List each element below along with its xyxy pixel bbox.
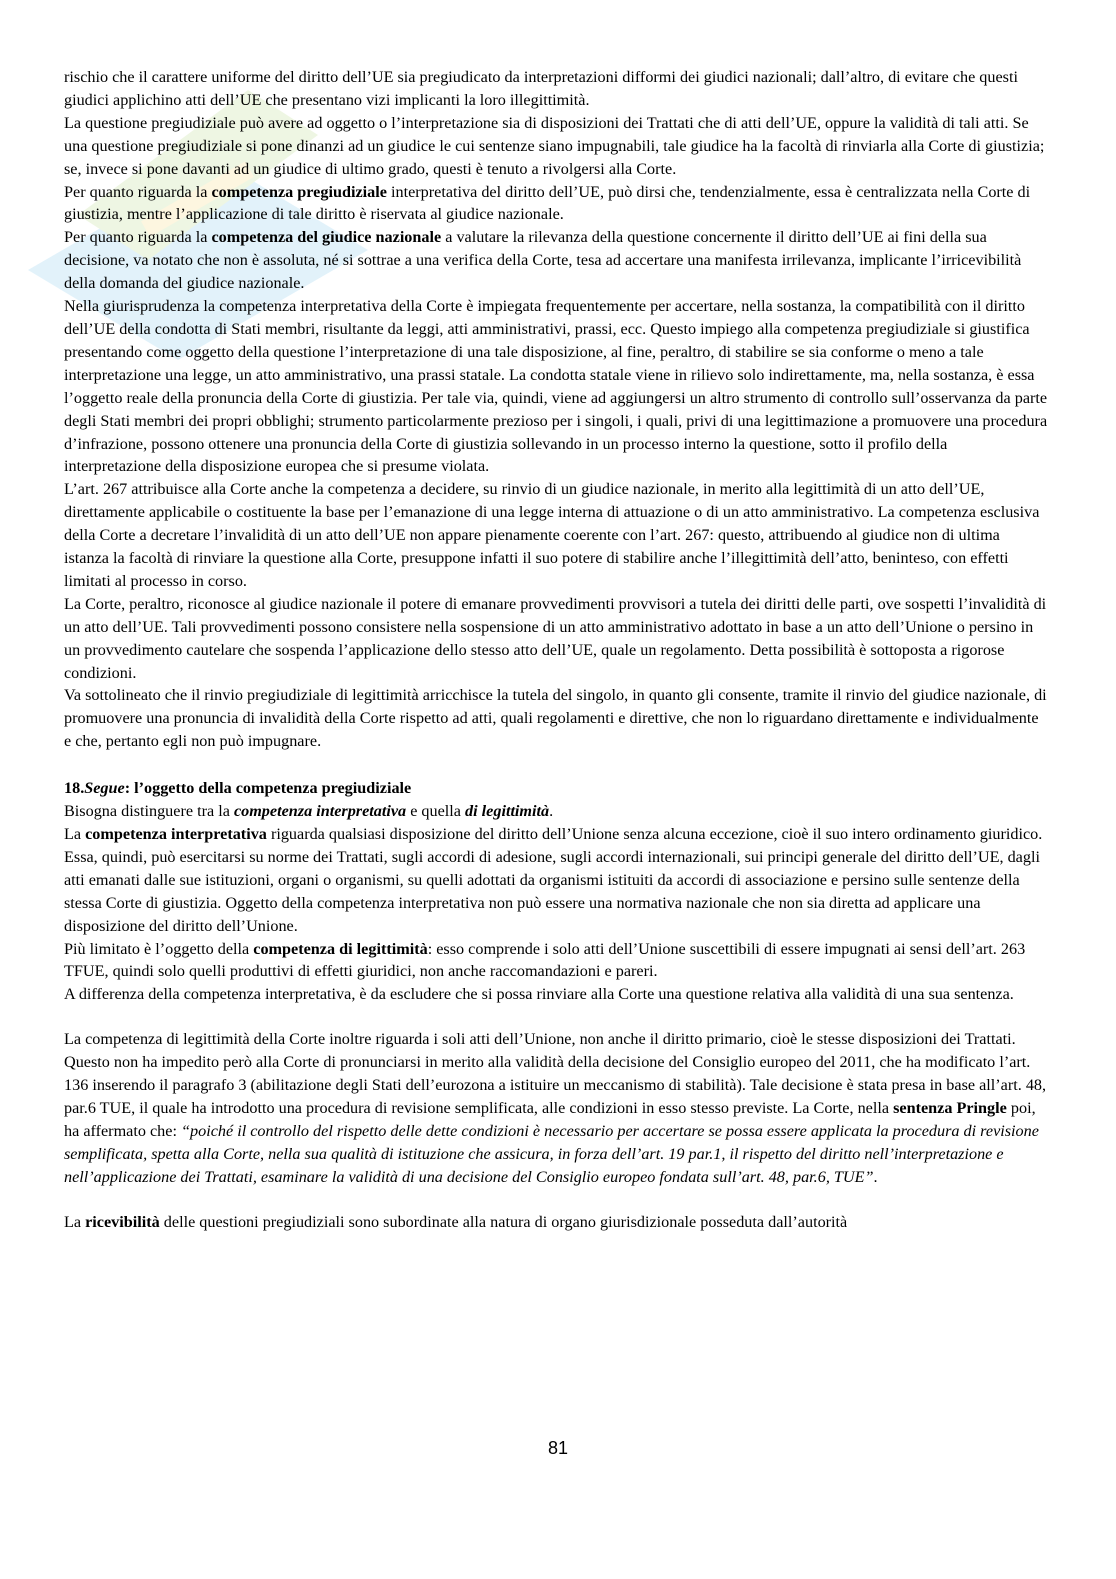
- paragraph: [64, 181, 1048, 227]
- paragraph: [64, 1211, 1048, 1234]
- text-run: e quella: [406, 802, 466, 821]
- paragraph: La Corte, peraltro, riconosce al giudice nazionale il potere di emanare provvedimenti provvisori a tutela dei diritti delle parti, ove sospetti l’invalidità di un atto dell’UE. Tali provvedimenti possono consistere nella sospensione di un atto amministrativo adottato in base a un atto dell’Unione o persino in un provvedimento cautelare che sospenda l’applicazione dello stesso atto dell’UE, quale un regolamento. Detta possibilità è sottoposta a rigorose condizioni.: [64, 594, 1047, 682]
- text-run: Per quanto riguarda la: [64, 228, 212, 247]
- paragraph: [64, 1028, 1048, 1188]
- bold-term: competenza del giudice nazionale: [211, 228, 442, 247]
- text-run: La: [64, 1212, 86, 1231]
- text-run: Bisogna distinguere tra la: [64, 802, 234, 821]
- bold-term: competenza pregiudiziale: [211, 182, 387, 201]
- paragraph: Nella giurisprudenza la competenza interpretativa della Corte è impiegata frequentemente per accertare, nella sostanza, la compatibilità con il diritto dell’UE della condotta di Stati membri, risultante da leggi, atti amministrativi, prassi, ecc. Questo impiego alla competenza pregiudiziale si giustifica presentando come oggetto della questione l’interpretazione di una tale disposizione, al fine, peraltro, di stabilire se sia conforme o meno a tale interpretazione una legge, un atto amministrativo, una prassi statale. La condotta statale viene in rilievo solo indirettamente, ma, nella sostanza, è essa l’oggetto reale della pronuncia della Corte di giustizia. Per tale via, quindi, viene ad aggiungersi un altro strumento di controllo sull’osservanza da parte degli Stati membri dei propri obblighi; strumento particolarmente prezioso per i singoli, i quali, privi di una legittimazione a promuovere una procedura d’infrazione, possono ottenere una pronuncia della Corte di giustizia sollevando in un processo interno la questione, sotto il profilo della interpretazione della disposizione europea che si presume violata.: [64, 297, 1048, 476]
- document-page: [64, 66, 1048, 1234]
- paragraph: [64, 800, 1048, 823]
- section-italic: Segue: [84, 779, 125, 798]
- text-run: Più limitato è l’oggetto della: [64, 939, 254, 958]
- section-number: 18.: [64, 779, 85, 798]
- paragraph: L’art. 267 attribuisce alla Corte anche la competenza a decidere, su rinvio di un giudice nazionale, in merito alla legittimità di un atto dell’UE, direttamente applicabile o costituente la base per l’emanazione di una legge interna di attuazione o di un atto amministrativo. La competenza esclusiva della Corte a decretare l’invalidità di un atto dell’UE non appare pienamente coerente con l’art. 267: questo, attribuendo al giudice non di ultima istanza la facoltà di rinviare la questione alla Corte, presuppone infatti il suo potere di stabilire anche l’illegittimità dell’atto, beninteso, con effetti limitati al processo in corso.: [64, 480, 1040, 590]
- bold-term: competenza interpretativa: [85, 825, 267, 843]
- paragraph: rischio che il carattere uniforme del diritto dell’UE sia pregiudicato da interpretazioni difformi dei giudici nazionali; dall’altro, di evitare che questi giudici applichino atti dell’UE che presentano vizi implicanti la loro illegittimità.: [64, 68, 1018, 109]
- paragraph: La questione pregiudiziale può avere ad oggetto o l’interpretazione sia di disposizioni dei Trattati che di atti dell’UE, oppure la validità di tali atti. Se una questione pregiudiziale si pone dinanzi ad un giudice le cui sentenze siano impugnabili, tale giudice ha la facoltà di rinviarla alla Corte di giustizia; se, invece si pone davanti ad un giudice di ultimo grado, questi è tenuto a rivolgersi alla Corte.: [64, 113, 1045, 178]
- bold-term: competenza di legittimità: [253, 939, 428, 958]
- text-run: : esso comprende i solo atti dell’Unione suscettibili di essere impugnati ai sensi dell’art. 263 TFUE, quindi solo quelli produttivi di effetti giuridici, non anche raccomandazioni e pareri.: [64, 939, 1026, 981]
- page-number: 81: [547, 1438, 569, 1458]
- paragraph: [64, 823, 1048, 938]
- text-run: interpretativa del diritto dell’UE, può dirsi che, tendenzialmente, essa è centralizzata nella Corte di giustizia, mentre l’applicazione di tale diritto è riservata al giudice nazionale.: [64, 182, 1031, 224]
- paragraph: [64, 226, 1048, 295]
- text-run: La competenza di legittimità della Corte inoltre riguarda i soli atti dell’Unione, non anche il diritto primario, cioè le stesse disposizioni dei Trattati. Questo non ha impedito però alla Corte di pronunciarsi in merito alla validità della decisione del Consiglio europeo del 2011, che ha modificato l’art. 136 inserendo il paragrafo 3 (abilitazione degli Stati dell’eurozona a istituire un meccanismo di stabilità). Tale decisione è stata presa in base all’art. 48, par.6 TUE, il quale ha introdotto una procedura di revisione semplificata, alle condizioni in esso stesso previste. La Corte, nella: [64, 1030, 1047, 1117]
- section-heading: [64, 777, 1048, 800]
- text-run: .: [549, 802, 554, 821]
- text-run: delle questioni pregiudiziali sono subordinate alla natura di organo giurisdizionale posseduta dall’autorità: [159, 1212, 848, 1231]
- paragraph: A differenza della competenza interpretativa, è da escludere che si possa rinviare alla Corte una questione relativa alla validità di una sua sentenza.: [64, 985, 1014, 1004]
- paragraph: Va sottolineato che il rinvio pregiudiziale di legittimità arricchisce la tutela del singolo, in quanto gli consente, tramite il rinvio del giudice nazionale, di promuovere una pronuncia di invalidità della Corte rispetto ad atti, quali regolamenti e direttive, che non lo riguardano direttamente e individualmente e che, pertanto egli non può impugnare.: [64, 686, 1047, 751]
- text-run: Per quanto riguarda la: [64, 182, 212, 201]
- text-run: a valutare la rilevanza della questione concernente il diritto dell’UE ai fini della sua decisione, va notato che non è assoluta, né si sottrae a una verifica della Corte, tesa ad accertare una manifesta irrilevanza, implicante l’irricevibilità della domanda del giudice nazionale.: [64, 228, 1022, 293]
- section-title: : l’oggetto della competenza pregiudiziale: [124, 779, 412, 798]
- bold-term: ricevibilità: [85, 1212, 160, 1231]
- text-run: .: [873, 1167, 878, 1186]
- text-run: La: [64, 825, 86, 843]
- text-run: riguarda qualsiasi disposizione del diritto dell’Unione senza alcuna eccezione, cioè il suo intero ordinamento giuridico. Essa, quindi, può esercitarsi su norme dei Trattati, sugli accordi di adesione, sugli accordi internazionali, sui principi generale del diritto dell’UE, dagli atti emanati dalle sue istituzioni, organi o organismi, su quelli adottati da organismi istituiti da accordi di associazione e persino sulle sentenze della stessa Corte di giustizia. Oggetto della competenza interpretativa non può essere una normativa nazionale che non sia diretta ad applicare una disposizione del diritto dell’Unione.: [64, 825, 1043, 935]
- text-run: poi, ha affermato che:: [64, 1098, 1036, 1140]
- bold-italic-term: di legittimità: [465, 802, 550, 821]
- bold-term: sentenza Pringle: [893, 1098, 1007, 1117]
- paragraph: [64, 938, 1048, 984]
- bold-italic-term: competenza interpretativa: [233, 802, 407, 821]
- quote-text: “poiché il controllo del rispetto delle dette condizioni è necessario per accertare se possa essere applicata la procedura di revisione semplificata, spetta alla Corte, nella sua qualità di istituzione che assicura, in forza dell’art. 19 par.1, il rispetto del diritto nell’interpretazione e nell’applicazione dei Trattati, esaminare la validità di una decisione del Consiglio europeo fondata sull’art. 48, par.6, TUE”: [64, 1121, 1039, 1186]
